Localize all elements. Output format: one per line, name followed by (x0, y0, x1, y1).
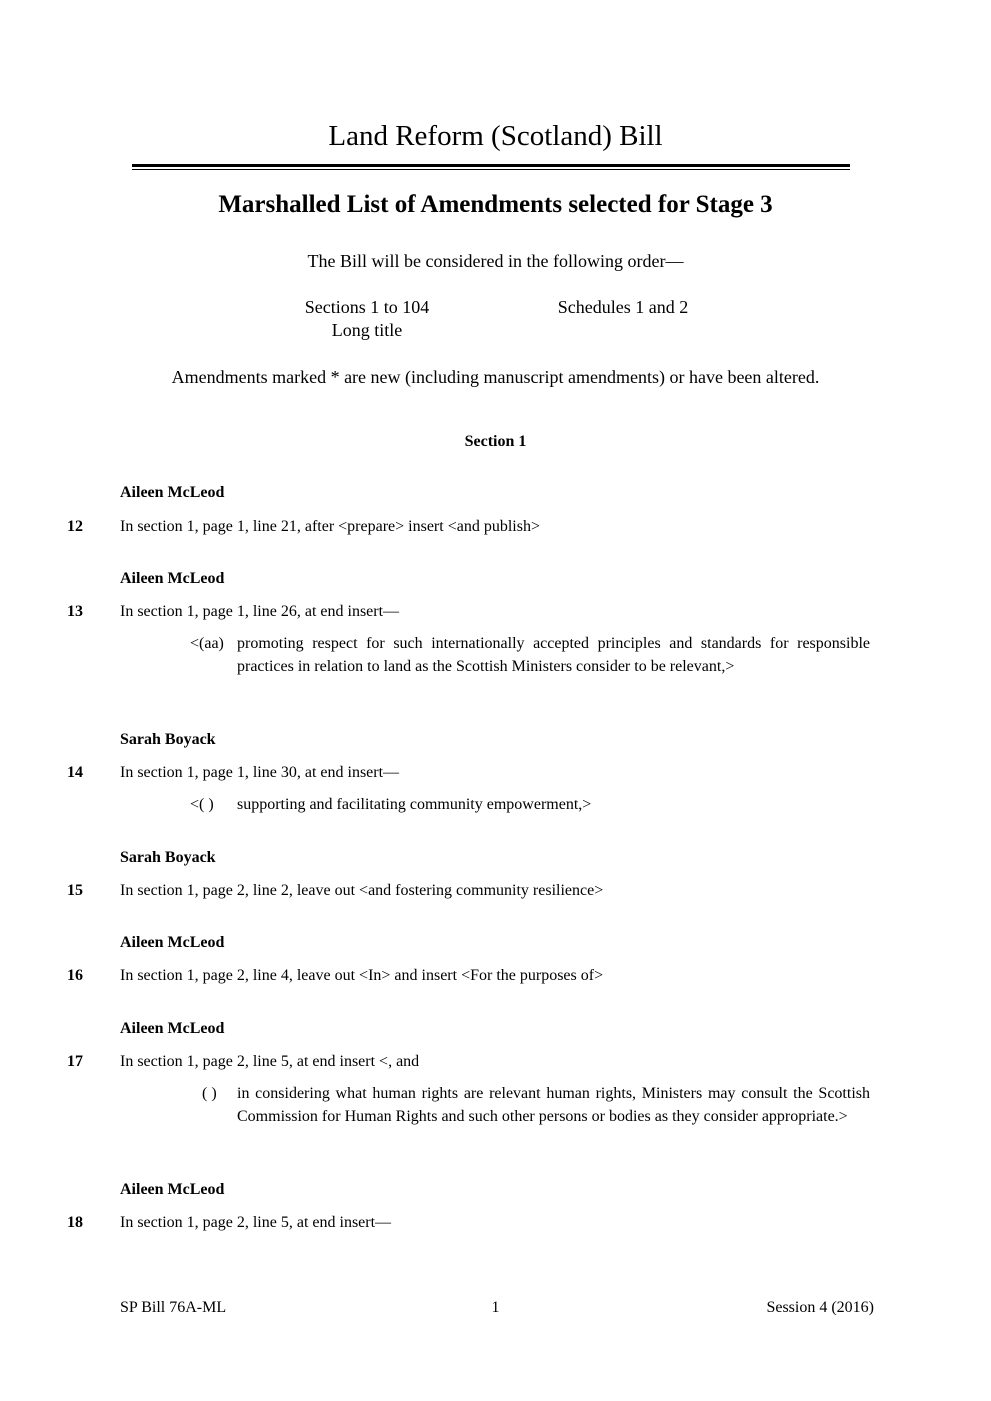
order-item: Sections 1 to 104 (304, 297, 430, 317)
footer-bill-reference: SP Bill 76A-ML (120, 1299, 227, 1316)
amendment-instruction: In section 1, page 1, line 21, after <prepare> insert <and publish> (120, 518, 540, 535)
amendment-number: 14 (67, 764, 83, 781)
amendment-number: 17 (67, 1053, 83, 1070)
order-intro: The Bill will be considered in the following order— (307, 251, 684, 271)
insert-body: promoting respect for such internationally accepted principles and standards for responsible practices in relation to land as the Scottish Ministers consider to be relevant,> (237, 635, 870, 675)
amendments-note: Amendments marked * are new (including manuscript amendments) or have been altered. (171, 367, 820, 387)
amendment-instruction: In section 1, page 2, line 5, at end insert— (120, 1214, 392, 1231)
amendment-mover: Aileen McLeod (120, 1020, 225, 1037)
insert-label: ( ) (202, 1085, 217, 1102)
order-column-1 (267, 296, 467, 342)
amendment-mover: Sarah Boyack (120, 849, 216, 866)
amendment-mover: Aileen McLeod (120, 934, 225, 951)
amendment-insert-text (190, 794, 870, 817)
title-rule-thick (132, 164, 850, 167)
section-heading: Section 1 (464, 433, 527, 450)
insert-label: <( ) (190, 796, 214, 813)
bill-title: Land Reform (Scotland) Bill (328, 120, 663, 152)
amendment-mover: Aileen McLeod (120, 484, 225, 501)
amendment-number: 16 (67, 967, 83, 984)
order-column-2 (523, 296, 723, 319)
insert-body: supporting and facilitating community empowerment,> (237, 796, 592, 813)
amendment-insert-text (190, 1083, 870, 1128)
amendment-mover: Aileen McLeod (120, 570, 225, 587)
amendment-instruction: In section 1, page 1, line 30, at end insert— (120, 764, 400, 781)
order-item: Schedules 1 and 2 (557, 297, 689, 317)
amendment-instruction: In section 1, page 2, line 5, at end insert <, and (120, 1053, 420, 1070)
document-title: Marshalled List of Amendments selected for Stage 3 (218, 191, 773, 218)
order-item: Long title (331, 320, 403, 340)
title-rule-thin (132, 169, 850, 170)
amendment-insert-text (190, 633, 870, 678)
footer-page-number: 1 (491, 1299, 500, 1316)
insert-body: in considering what human rights are relevant human rights, Ministers may consult the Scottish Commission for Human Rights and such other persons or bodies as they consider appropriate.> (237, 1085, 870, 1125)
amendment-mover: Sarah Boyack (120, 731, 216, 748)
footer-session: Session 4 (2016) (766, 1299, 874, 1316)
amendment-instruction: In section 1, page 2, line 2, leave out <and fostering community resilience> (120, 882, 604, 899)
amendment-number: 15 (67, 882, 83, 899)
amendment-mover: Aileen McLeod (120, 1181, 225, 1198)
amendment-number: 13 (67, 603, 83, 620)
amendment-number: 12 (67, 518, 83, 535)
insert-label: <(aa) (190, 635, 224, 652)
amendment-instruction: In section 1, page 1, line 26, at end insert— (120, 603, 400, 620)
amendment-instruction: In section 1, page 2, line 4, leave out <In> and insert <For the purposes of> (120, 967, 604, 984)
amendment-number: 18 (67, 1214, 83, 1231)
